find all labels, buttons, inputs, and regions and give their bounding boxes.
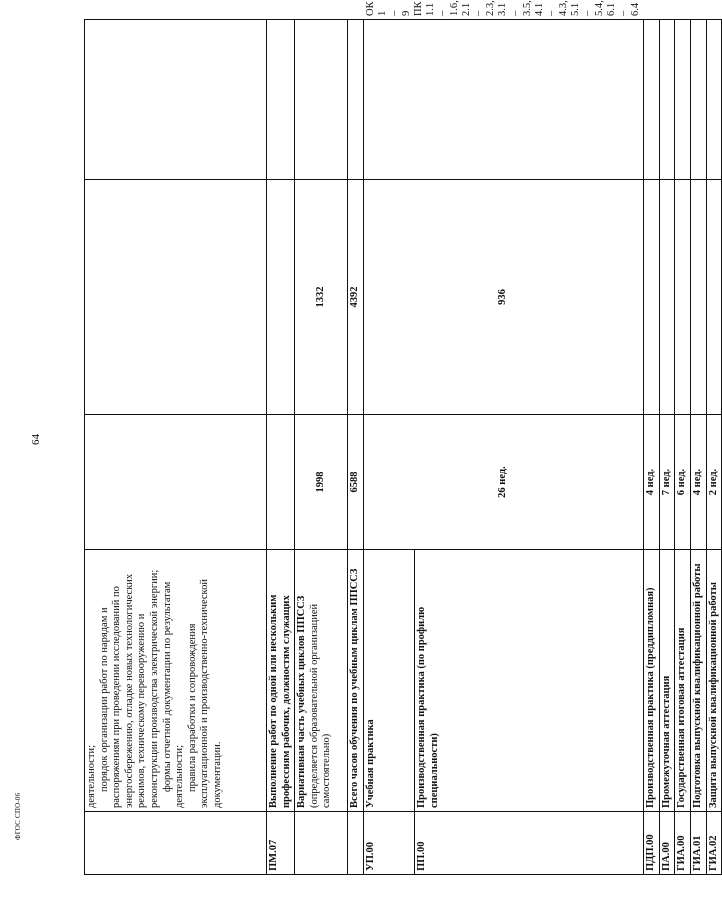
- course-cell: [267, 20, 295, 180]
- text-line: распоряжениям при проведении исследований по: [111, 586, 123, 808]
- table-row: [85, 20, 267, 875]
- name-cell: [415, 550, 644, 812]
- weeks-cell: 2 нед.: [706, 415, 722, 550]
- max-hours-cell: 6588: [348, 415, 364, 550]
- table-row: УП.00 Учебная практика 26 нед. 936 ОК 1 – 9 ПК 1.1 – 1.6, 2.1 – 2.3, 3.1 – 3.5, 4.1 – 4.3, 5.1 – 5.4, 6.1 – 6.4: [363, 20, 415, 875]
- name-cell: [85, 550, 267, 812]
- code-cell: ПП.00: [415, 812, 644, 875]
- class-hours-cell: [659, 180, 675, 415]
- name-cell: Подготовка выпускной квалификационной работы: [691, 550, 707, 812]
- text-line: реконструкции производства электрической энергии;: [148, 569, 160, 808]
- name-cell: Государственная итоговая аттестация: [675, 550, 691, 812]
- page-number: 64: [30, 434, 42, 445]
- course-cell: [659, 20, 675, 180]
- text-line: деятельности;: [174, 744, 186, 808]
- code-cell: УП.00: [363, 812, 415, 875]
- text-line: режимов, техническому перевооружению и: [136, 613, 148, 808]
- course-cell: [675, 20, 691, 180]
- class-hours-cell: [644, 180, 660, 415]
- table-row: [644, 20, 660, 875]
- curriculum-table-rotated: [84, 0, 719, 875]
- text-line: формы отчетной документации по результатам: [161, 581, 173, 792]
- table-row: [295, 20, 348, 875]
- course-cell: [691, 20, 707, 180]
- practice-hours-cell: 936: [363, 180, 643, 415]
- course-cell: [85, 20, 267, 180]
- text-line: правила разработки и сопровождения: [186, 623, 198, 792]
- practice-weeks-cell: 26 нед.: [363, 415, 643, 550]
- text-line: порядок организации работ по нарядам и: [98, 607, 110, 792]
- code-cell: ГИА.01: [691, 812, 707, 875]
- table-row: [267, 20, 295, 875]
- course-cell: [644, 20, 660, 180]
- text-line: деятельности;: [86, 744, 97, 808]
- weeks-cell: 4 нед.: [644, 415, 660, 550]
- code-cell: [348, 812, 364, 875]
- class-hours-cell: [691, 180, 707, 415]
- variative-title: Вариативная часть учебных циклов ППССЗ: [296, 595, 308, 808]
- text-line: энергосбережению, отладке новых технологических: [123, 573, 135, 808]
- name-cell: [295, 550, 348, 812]
- footer-code: ФГОС СПО-06: [14, 792, 22, 840]
- course-cell: [348, 20, 364, 180]
- table-row: [675, 20, 691, 875]
- weeks-cell: 4 нед.: [691, 415, 707, 550]
- code-cell: [295, 812, 348, 875]
- class-hours-cell: [85, 180, 267, 415]
- code-cell: ГИА.00: [675, 812, 691, 875]
- text-line: документации.: [211, 741, 223, 808]
- table-row: [659, 20, 675, 875]
- code-cell: ГИА.02: [706, 812, 722, 875]
- practice-note: (по профилю специальности): [416, 606, 441, 808]
- table-row: [348, 20, 364, 875]
- class-hours-cell: 1332: [295, 180, 348, 415]
- max-hours-cell: [85, 415, 267, 550]
- course-cell: [295, 20, 348, 180]
- max-hours-cell: 1998: [295, 415, 348, 550]
- practice-title: Производственная практика: [416, 671, 428, 808]
- text-line: эксплуатационной и производственно-технической: [199, 579, 211, 808]
- name-cell: Выполнение работ по одной или нескольким профессиям рабочих, должностям служащих: [267, 550, 295, 812]
- class-hours-cell: [675, 180, 691, 415]
- variative-note: (определяется образовательной организацией самостоятельно): [308, 603, 333, 808]
- course-cell: [706, 20, 722, 180]
- curriculum-table: [84, 0, 722, 875]
- weeks-cell: 7 нед.: [659, 415, 675, 550]
- code-cell: ПМ.07: [267, 812, 295, 875]
- table-row: [706, 20, 722, 875]
- name-cell: Защита выпускной квалификационной работы: [706, 550, 722, 812]
- class-hours-cell: [706, 180, 722, 415]
- code-cell: [85, 812, 267, 875]
- code-cell: ПДП.00: [644, 812, 660, 875]
- name-cell: Учебная практика: [363, 550, 415, 812]
- code-cell: ПА.00: [659, 812, 675, 875]
- course-cell: [363, 20, 643, 180]
- class-hours-cell: [267, 180, 295, 415]
- name-cell: Производственная практика (преддипломная): [644, 550, 660, 812]
- name-cell: Всего часов обучения по учебным циклам ППССЗ: [348, 550, 364, 812]
- name-cell: Промежуточная аттестация: [659, 550, 675, 812]
- weeks-cell: 6 нед.: [675, 415, 691, 550]
- class-hours-cell: 4392: [348, 180, 364, 415]
- table-row: [691, 20, 707, 875]
- max-hours-cell: [267, 415, 295, 550]
